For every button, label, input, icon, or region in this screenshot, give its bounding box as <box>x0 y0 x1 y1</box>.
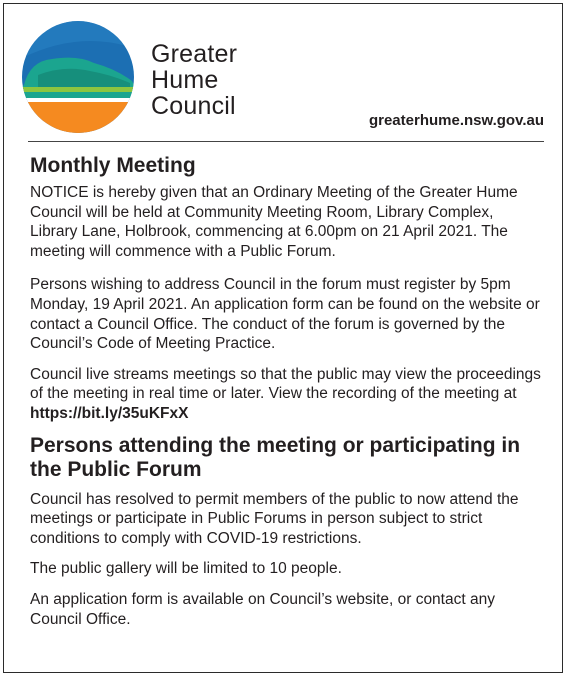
org-name <box>151 41 237 119</box>
greater-hume-logo-icon <box>20 19 136 135</box>
gallery-limit-paragraph: The public gallery will be limited to 10 people. <box>30 560 342 578</box>
application-form-paragraph: An application form is available on Council’s website, or contact any Council Office. <box>30 590 495 628</box>
section-title-monthly-meeting: Monthly Meeting <box>30 154 196 177</box>
header-divider <box>28 141 544 142</box>
forum-registration-paragraph: Persons wishing to address Council in the forum must register by 5pm Monday, 19 April 2021. An application form can be found on the website or contact a Council Office. The conduct of the forum is governed by the Council’s Code of Meeting Practice. <box>30 276 540 353</box>
livestream-text: Council live streams meetings so that the public may view the proceedings of the meeting in real time or later. View the recording of the meeting at <box>30 365 541 403</box>
notice-paragraph: NOTICE is hereby given that an Ordinary Meeting of the Greater Hume Council will be held at Community Meeting Room, Library Complex, Library Lane, Holbrook, commencing at 6.00pm on 21 April 2021. The meeting will commence with a Public Forum. <box>30 184 518 260</box>
attendance-paragraph: Council has resolved to permit members of the public to now attend the meetings or participate in Public Forums in person subject to strict conditions to comply with COVID-19 restrictions. <box>30 490 519 547</box>
org-name-line-3: Council <box>151 92 236 120</box>
livestream-paragraph <box>30 365 545 424</box>
recording-link[interactable]: https://bit.ly/35uKFxX <box>30 404 189 422</box>
section-title-attending: Persons attending the meeting or participating in the Public Forum <box>30 433 521 481</box>
org-name-line-2: Hume <box>151 66 219 94</box>
notice-content <box>30 154 545 629</box>
org-name-line-1: Greater <box>151 40 238 68</box>
website-url[interactable]: greaterhume.nsw.gov.au <box>368 112 544 129</box>
